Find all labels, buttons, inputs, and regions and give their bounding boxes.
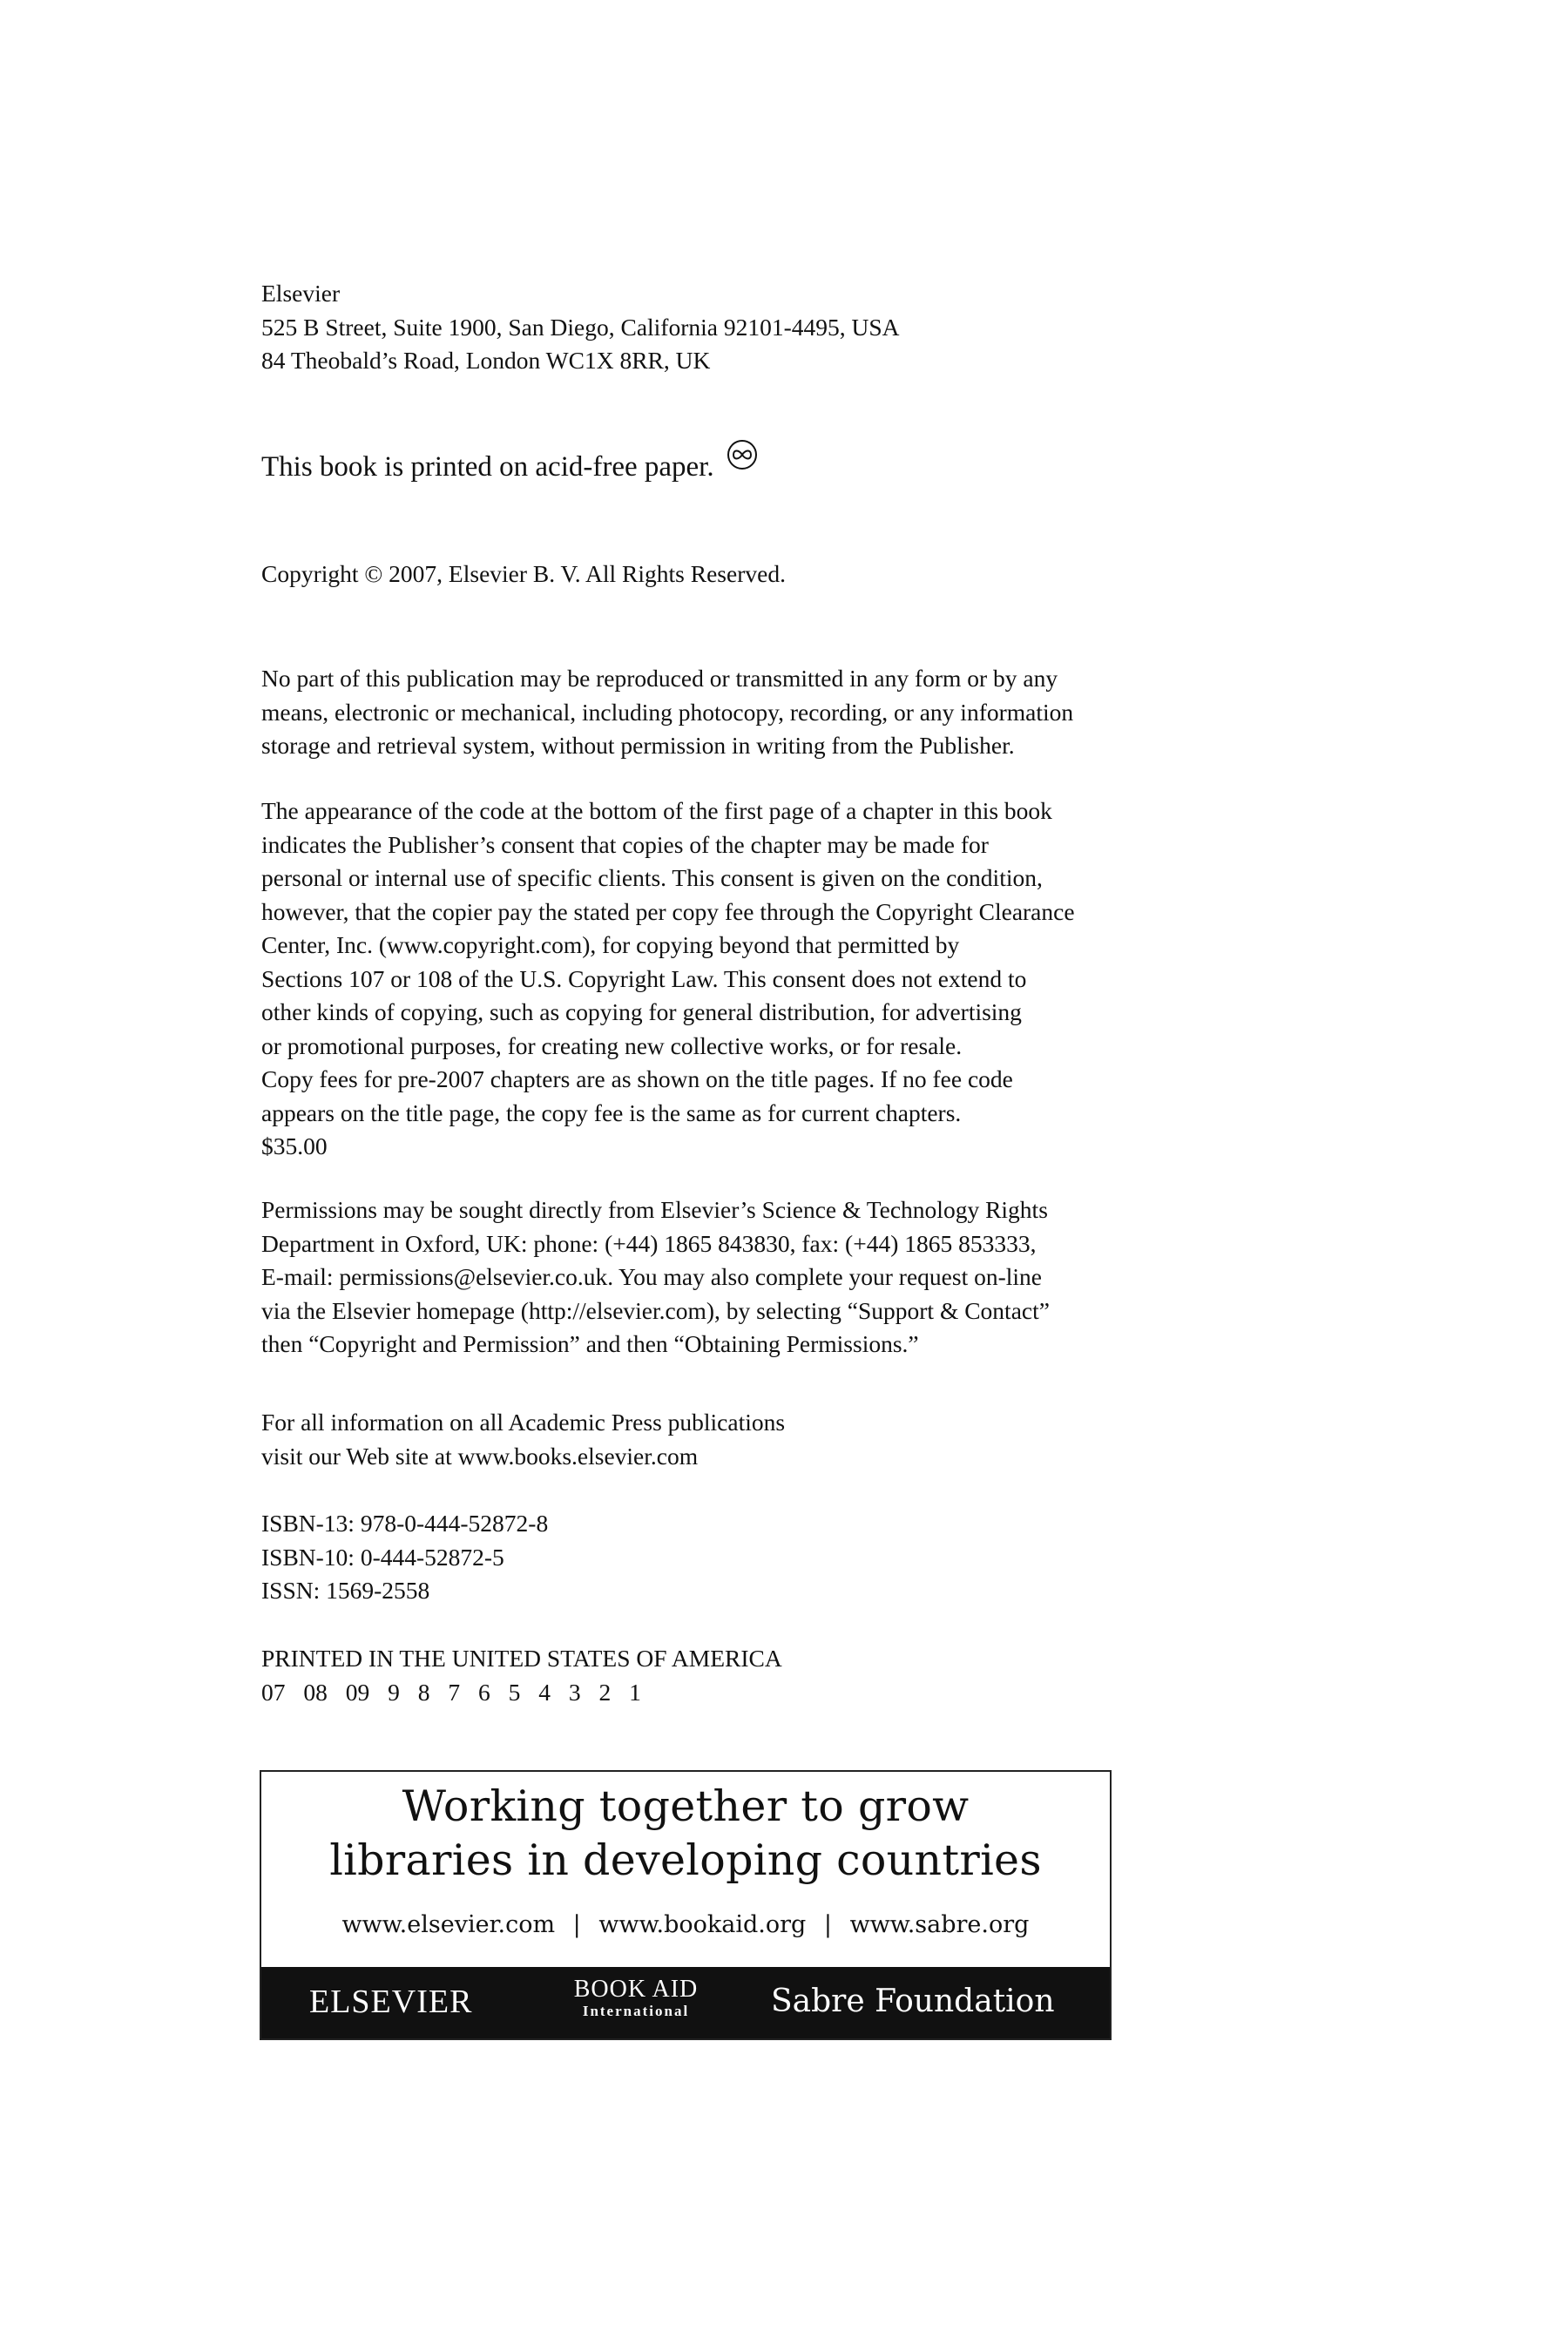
copyright-page [261, 277, 1350, 1706]
banner-heading-line-1: Working together to grow [402, 1781, 970, 1831]
url-separator: | [823, 1911, 832, 1938]
paragraph-line: For all information on all Academic Press publications [261, 1409, 786, 1436]
academic-press-info [261, 1406, 785, 1473]
identifiers-block [261, 1507, 548, 1608]
book-aid-logo-text: BOOK AID [573, 1976, 699, 2003]
bookaid-url[interactable]: www.bookaid.org [598, 1911, 807, 1938]
paragraph-line: means, electronic or mechanical, including photocopy, recording, or any information [261, 698, 1074, 726]
paragraph-line: or promotional purposes, for creating new collective works, or for resale. [261, 1031, 963, 1059]
sabre-foundation-logo: Sabre Foundation [771, 1984, 1055, 2019]
paragraph-line: personal or internal use of specific clients. This consent is given on the condition, [261, 864, 1043, 891]
paragraph-line: other kinds of copying, such as copying for general distribution, for advertising [261, 998, 1022, 1025]
acid-free-notice [261, 439, 758, 486]
print-line: 07 08 09 9 8 7 6 5 4 3 2 1 [261, 1678, 641, 1706]
paragraph-line: then “Copyright and Permission” and then “Obtaining Permissions.” [261, 1330, 919, 1357]
publisher-name: Elsevier [261, 280, 341, 307]
banner-heading-line-2: libraries in developing countries [329, 1835, 1042, 1885]
paragraph-line: Sections 107 or 108 of the U.S. Copyright Law. This consent does not extend to [261, 964, 1027, 992]
book-aid-international-logo [566, 1977, 706, 2021]
copy-fee: $35.00 [261, 1132, 328, 1159]
paragraph-line: via the Elsevier homepage (http://elsevier.com), by selecting “Support & Contact” [261, 1296, 1050, 1324]
sabre-url[interactable]: www.sabre.org [849, 1911, 1030, 1938]
book-aid-banner [260, 1770, 1112, 2040]
paragraph-line: however, that the copier pay the stated per copy fee through the Copyright Clearance [261, 897, 1075, 925]
printing-info [261, 1642, 782, 1709]
sponsor-logo-bar [261, 1967, 1110, 2038]
isbn-10: ISBN-10: 0-444-52872-5 [261, 1543, 504, 1571]
uk-address: 84 Theobald’s Road, London WC1X 8RR, UK [261, 347, 711, 374]
book-aid-logo-subtext: International [582, 2003, 690, 2019]
isbn-13: ISBN-13: 978-0-444-52872-8 [261, 1510, 549, 1537]
chapter-code-paragraph [261, 794, 1075, 1164]
printed-in-country: PRINTED IN THE UNITED STATES OF AMERICA [261, 1645, 782, 1672]
elsevier-url[interactable]: www.elsevier.com [341, 1911, 556, 1938]
paragraph-line: visit our Web site at www.books.elsevier.com [261, 1442, 699, 1470]
paragraph-line: The appearance of the code at the bottom of the first page of a chapter in this book [261, 797, 1052, 824]
paragraph-line: Department in Oxford, UK: phone: (+44) 1865 843830, fax: (+44) 1865 853333, [261, 1229, 1037, 1257]
infinity-circle-icon [727, 439, 758, 470]
paragraph-line: Permissions may be sought directly from Elsevier’s Science & Technology Rights [261, 1196, 1048, 1223]
paragraph-line: appears on the title page, the copy fee is the same as for current chapters. [261, 1098, 962, 1126]
us-address: 525 B Street, Suite 1900, San Diego, California 92101-4495, USA [261, 313, 900, 341]
paragraph-line: E-mail: permissions@elsevier.co.uk. You may also complete your request on-line [261, 1263, 1042, 1290]
permissions-paragraph [261, 1193, 1050, 1362]
elsevier-logo: ELSEVIER [309, 1984, 473, 2020]
url-separator: | [572, 1911, 581, 1938]
no-reproduction-paragraph [261, 662, 1073, 763]
paragraph-line: No part of this publication may be reproduced or transmitted in any form or by any [261, 665, 1058, 692]
paragraph-line: Copy fees for pre-2007 chapters are as shown on the title pages. If no fee code [261, 1065, 1013, 1092]
publisher-address [261, 277, 1350, 378]
paragraph-line: indicates the Publisher’s consent that copies of the chapter may be made for [261, 830, 989, 858]
banner-urls [261, 1909, 1110, 1941]
copyright-statement: Copyright © 2007, Elsevier B. V. All Rights Reserved. [261, 560, 786, 587]
paragraph-line: Center, Inc. (www.copyright.com), for copying beyond that permitted by [261, 931, 960, 958]
acid-free-text: This book is printed on acid-free paper. [261, 451, 714, 483]
paragraph-line: storage and retrieval system, without permission in writing from the Publisher. [261, 732, 1015, 759]
issn: ISSN: 1569-2558 [261, 1577, 430, 1604]
